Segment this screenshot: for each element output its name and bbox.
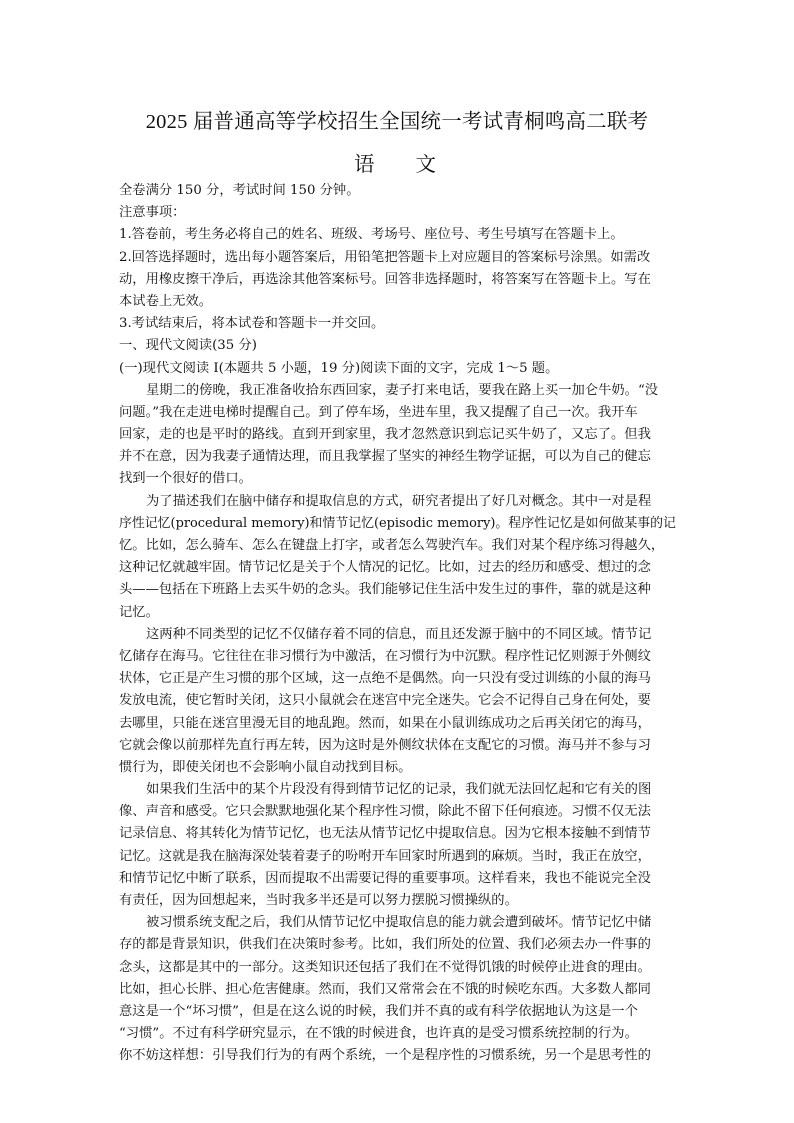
text-line: 星期二的傍晚，我正准备收拾东西回家，妻子打来电话，要我在路上买一加仑牛奶。“没 bbox=[146, 382, 659, 398]
text-line: 去哪里，只能在迷宫里漫无目的地乱跑。然而，如果在小鼠训练成功之后再关闭它的海马， bbox=[119, 715, 651, 731]
text-line: 比如，担心长胖、担心危害健康。然而，我们又常常会在不饿的时候吃东西。大多数人都同 bbox=[119, 981, 651, 997]
text-line: 状体，它正是产生习惯的那个区域，这一点绝不是偶然。向一只没有受过训练的小鼠的海马 bbox=[119, 671, 651, 687]
text-line: 找到一个很好的借口。 bbox=[119, 471, 252, 487]
subject-heading: 语 文 bbox=[353, 154, 455, 176]
text-line: 这两种不同类型的记忆不仅储存着不同的信息，而且还发源于脑中的不同区域。情节记 bbox=[146, 626, 652, 642]
text-line: 头——包括在下班路上去买牛奶的念头。我们能够记住生活中发生过的事件，靠的就是这种 bbox=[119, 582, 651, 598]
text-line: 3.考试结束后，将本试卷和答题卡一并交回。 bbox=[119, 316, 385, 332]
text-line: 全卷满分 150 分，考试时间 150 分钟。 bbox=[119, 183, 360, 198]
exam-title: 2025 届普通高等学校招生全国统一考试青桐鸣高二联考 bbox=[145, 111, 649, 133]
text-line: 发放电流，使它暂时关闭，这只小鼠就会在迷宫中完全迷失。它会不记得自己身在何处，要 bbox=[119, 693, 651, 709]
text-line: 如果我们生活中的某个片段没有得到情节记忆的记录，我们就无法回忆起和它有关的图 bbox=[146, 782, 652, 798]
text-line: 注意事项： bbox=[119, 205, 186, 221]
text-line: 这种记忆就越牢固。情节记忆是关于个人情况的记忆。比如，过去的经历和感受、想过的念 bbox=[119, 560, 651, 576]
text-line: 被习惯系统支配之后，我们从情节记忆中提取信息的能力就会遭到破坏。情节记忆中储 bbox=[146, 915, 652, 931]
text-line: 记忆。 bbox=[119, 604, 159, 620]
text-line: 1.答卷前，考生务必将自己的姓名、班级、考场号、座位号、考生号填写在答题卡上。 bbox=[119, 227, 624, 243]
text-line: 意这是一个“坏习惯”，但是在这么说的时候，我们并不真的或有科学依据地认为这是一个 bbox=[119, 1003, 638, 1019]
text-line: 它就会像以前那样先直行再左转，因为这时是外侧纹状体在支配它的习惯。海马并不参与习 bbox=[119, 737, 651, 753]
exam-body bbox=[119, 180, 679, 1068]
text-line: 忆储存在海马。它往往在非习惯行为中激活，在习惯行为中沉默。程序性记忆则源于外侧纹 bbox=[119, 648, 651, 664]
text-line: 惯行为，即使关闭也不会影响小鼠自动找到目标。 bbox=[119, 759, 412, 775]
text-line: 有责任，因为回想起来，当时我多半还是可以努力摆脱习惯操纵的。 bbox=[119, 893, 518, 908]
text-line: 存的都是背景知识，供我们在决策时参考。比如，我们所处的位置、我们必须去办一件事的 bbox=[119, 937, 651, 953]
text-line: 回家，走的也是平时的路线。直到开到家里，我才忽然意识到忘记买牛奶了，又忘了。但我 bbox=[119, 427, 651, 443]
text-line: 你不妨这样想：引导我们行为的有两个系统，一个是程序性的习惯系统，另一个是思考性的 bbox=[119, 1048, 651, 1064]
text-line: 问题。”我在走进电梯时提醒自己。到了停车场，坐进车里，我又提醒了自己一次。我开车 bbox=[119, 404, 638, 420]
text-line: 念头，这都是其中的一部分。这类知识还包括了我们在不觉得饥饿的时候停止进食的理由。 bbox=[119, 959, 651, 975]
text-line: 一、现代文阅读(35 分) bbox=[119, 338, 257, 354]
text-line: 记忆。这就是我在脑海深处装着妻子的吩咐开车回家时所遇到的麻烦。当时，我正在放空， bbox=[119, 848, 651, 864]
text-line: 序性记忆(procedural memory)和情节记忆(episodic memory)。程序性记忆是如何做某事的记 bbox=[119, 515, 676, 531]
text-line: 记录信息、将其转化为情节记忆，也无法从情节记忆中提取信息。因为它根本接触不到情节 bbox=[119, 826, 651, 842]
text-line: 2.回答选择题时，选出每小题答案后，用铅笔把答题卡上对应题目的答案标号涂黑。如需改 bbox=[119, 249, 651, 265]
text-line: 和情节记忆中断了联系，因而提取不出需要记得的重要事项。这样看来，我也不能说完全没 bbox=[119, 870, 651, 886]
text-line: 为了描述我们在脑中储存和提取信息的方式，研究者提出了好几对概念。其中一对是程 bbox=[146, 493, 652, 509]
text-line: “习惯”。不过有科学研究显示，在不饿的时候进食，也许真的是受习惯系统控制的行为。 bbox=[119, 1026, 638, 1042]
text-line: 像、声音和感受。它只会默默地强化某个程序性习惯，除此不留下任何痕迹。习惯不仅无法 bbox=[119, 804, 651, 820]
text-line: 忆。比如，怎么骑车、怎么在键盘上打字，或者怎么驾驶汽车。我们对某个程序练习得越久， bbox=[119, 538, 665, 553]
text-line: (一)现代文阅读 I(本题共 5 小题，19 分)阅读下面的文字，完成 1～5 题。 bbox=[119, 360, 559, 376]
text-line: 动，用橡皮擦干净后，再选涂其他答案标号。回答非选择题时，将答案写在答题卡上。写在 bbox=[119, 271, 651, 287]
text-line: 本试卷上无效。 bbox=[119, 293, 213, 309]
text-line: 并不在意，因为我妻子通情达理，而且我掌握了坚实的神经生物学证据，可以为自己的健忘 bbox=[119, 449, 651, 465]
